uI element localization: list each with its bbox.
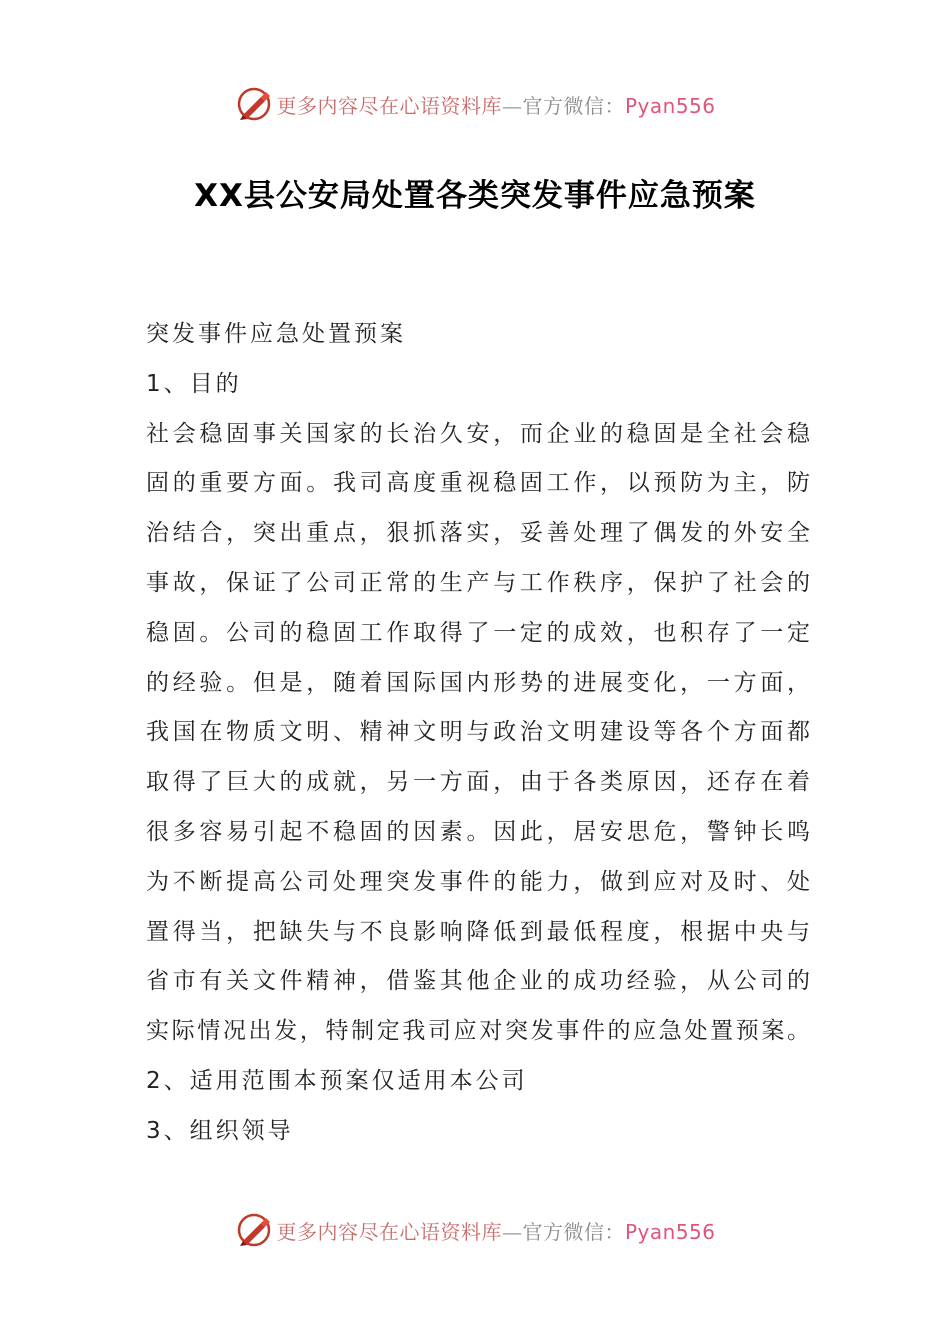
paragraph-line: 治结合，突出重点，狠抓落实，妥善处理了偶发的外安全: [146, 520, 810, 547]
pen-logo-icon: [234, 1210, 274, 1250]
paragraph-line: 我国在物质文明、精神文明与政治文明建设等各个方面都: [146, 719, 810, 746]
watermark-text: [276, 1216, 715, 1245]
section-heading: 1、目的: [146, 370, 242, 397]
paragraph-line: 为不断提高公司处理突发事件的能力，做到应对及时、处: [146, 868, 810, 895]
section-heading: 3、组织领导: [146, 1117, 294, 1144]
section-heading: 突发事件应急处置预案: [146, 321, 406, 347]
paragraph-line: 的经验。但是，随着国际国内形势的进展变化，一方面，: [146, 669, 810, 696]
header-watermark: [0, 82, 950, 126]
paragraph-line: 省市有关文件精神，借鉴其他企业的成功经验，从公司的: [146, 968, 810, 995]
document-title: XX县公安局处置各类突发事件应急预案: [194, 178, 756, 214]
watermark-dash: —: [501, 1219, 523, 1244]
paragraph-line: 实际情况出发，特制定我司应对突发事件的应急处置预案。: [146, 1018, 810, 1045]
paragraph-line: 置得当，把缺失与不良影响降低到最低程度，根据中央与: [146, 918, 810, 945]
section-heading: 2、适用范围本预案仅适用本公司: [146, 1067, 528, 1094]
paragraph-line: 事故，保证了公司正常的生产与工作秩序，保护了社会的: [146, 569, 810, 596]
paragraph-line: 取得了巨大的成就，另一方面，由于各类原因，还存在着: [146, 769, 810, 796]
footer-watermark: [0, 1208, 950, 1252]
watermark-id: Pyan556: [624, 93, 716, 118]
watermark-dash: —: [501, 93, 523, 118]
paragraph-line: 很多容易引起不稳固的因素。因此，居安思危，警钟长鸣: [146, 818, 810, 845]
watermark-prefix: 官方微信：: [522, 1219, 625, 1244]
document-body: [146, 310, 810, 1157]
pen-logo-icon: [234, 84, 274, 124]
watermark-main: 更多内容尽在心语资料库: [276, 1219, 502, 1244]
paragraph-line: 稳固。公司的稳固工作取得了一定的成效，也积存了一定: [146, 619, 810, 646]
watermark-text: [276, 90, 715, 119]
paragraph-line: 固的重要方面。我司高度重视稳固工作，以预防为主，防: [146, 470, 810, 497]
watermark-main: 更多内容尽在心语资料库: [276, 93, 502, 118]
paragraph-line: 社会稳固事关国家的长治久安，而企业的稳固是全社会稳: [146, 420, 810, 447]
watermark-id: Pyan556: [624, 1219, 716, 1244]
watermark-prefix: 官方微信：: [522, 93, 625, 118]
